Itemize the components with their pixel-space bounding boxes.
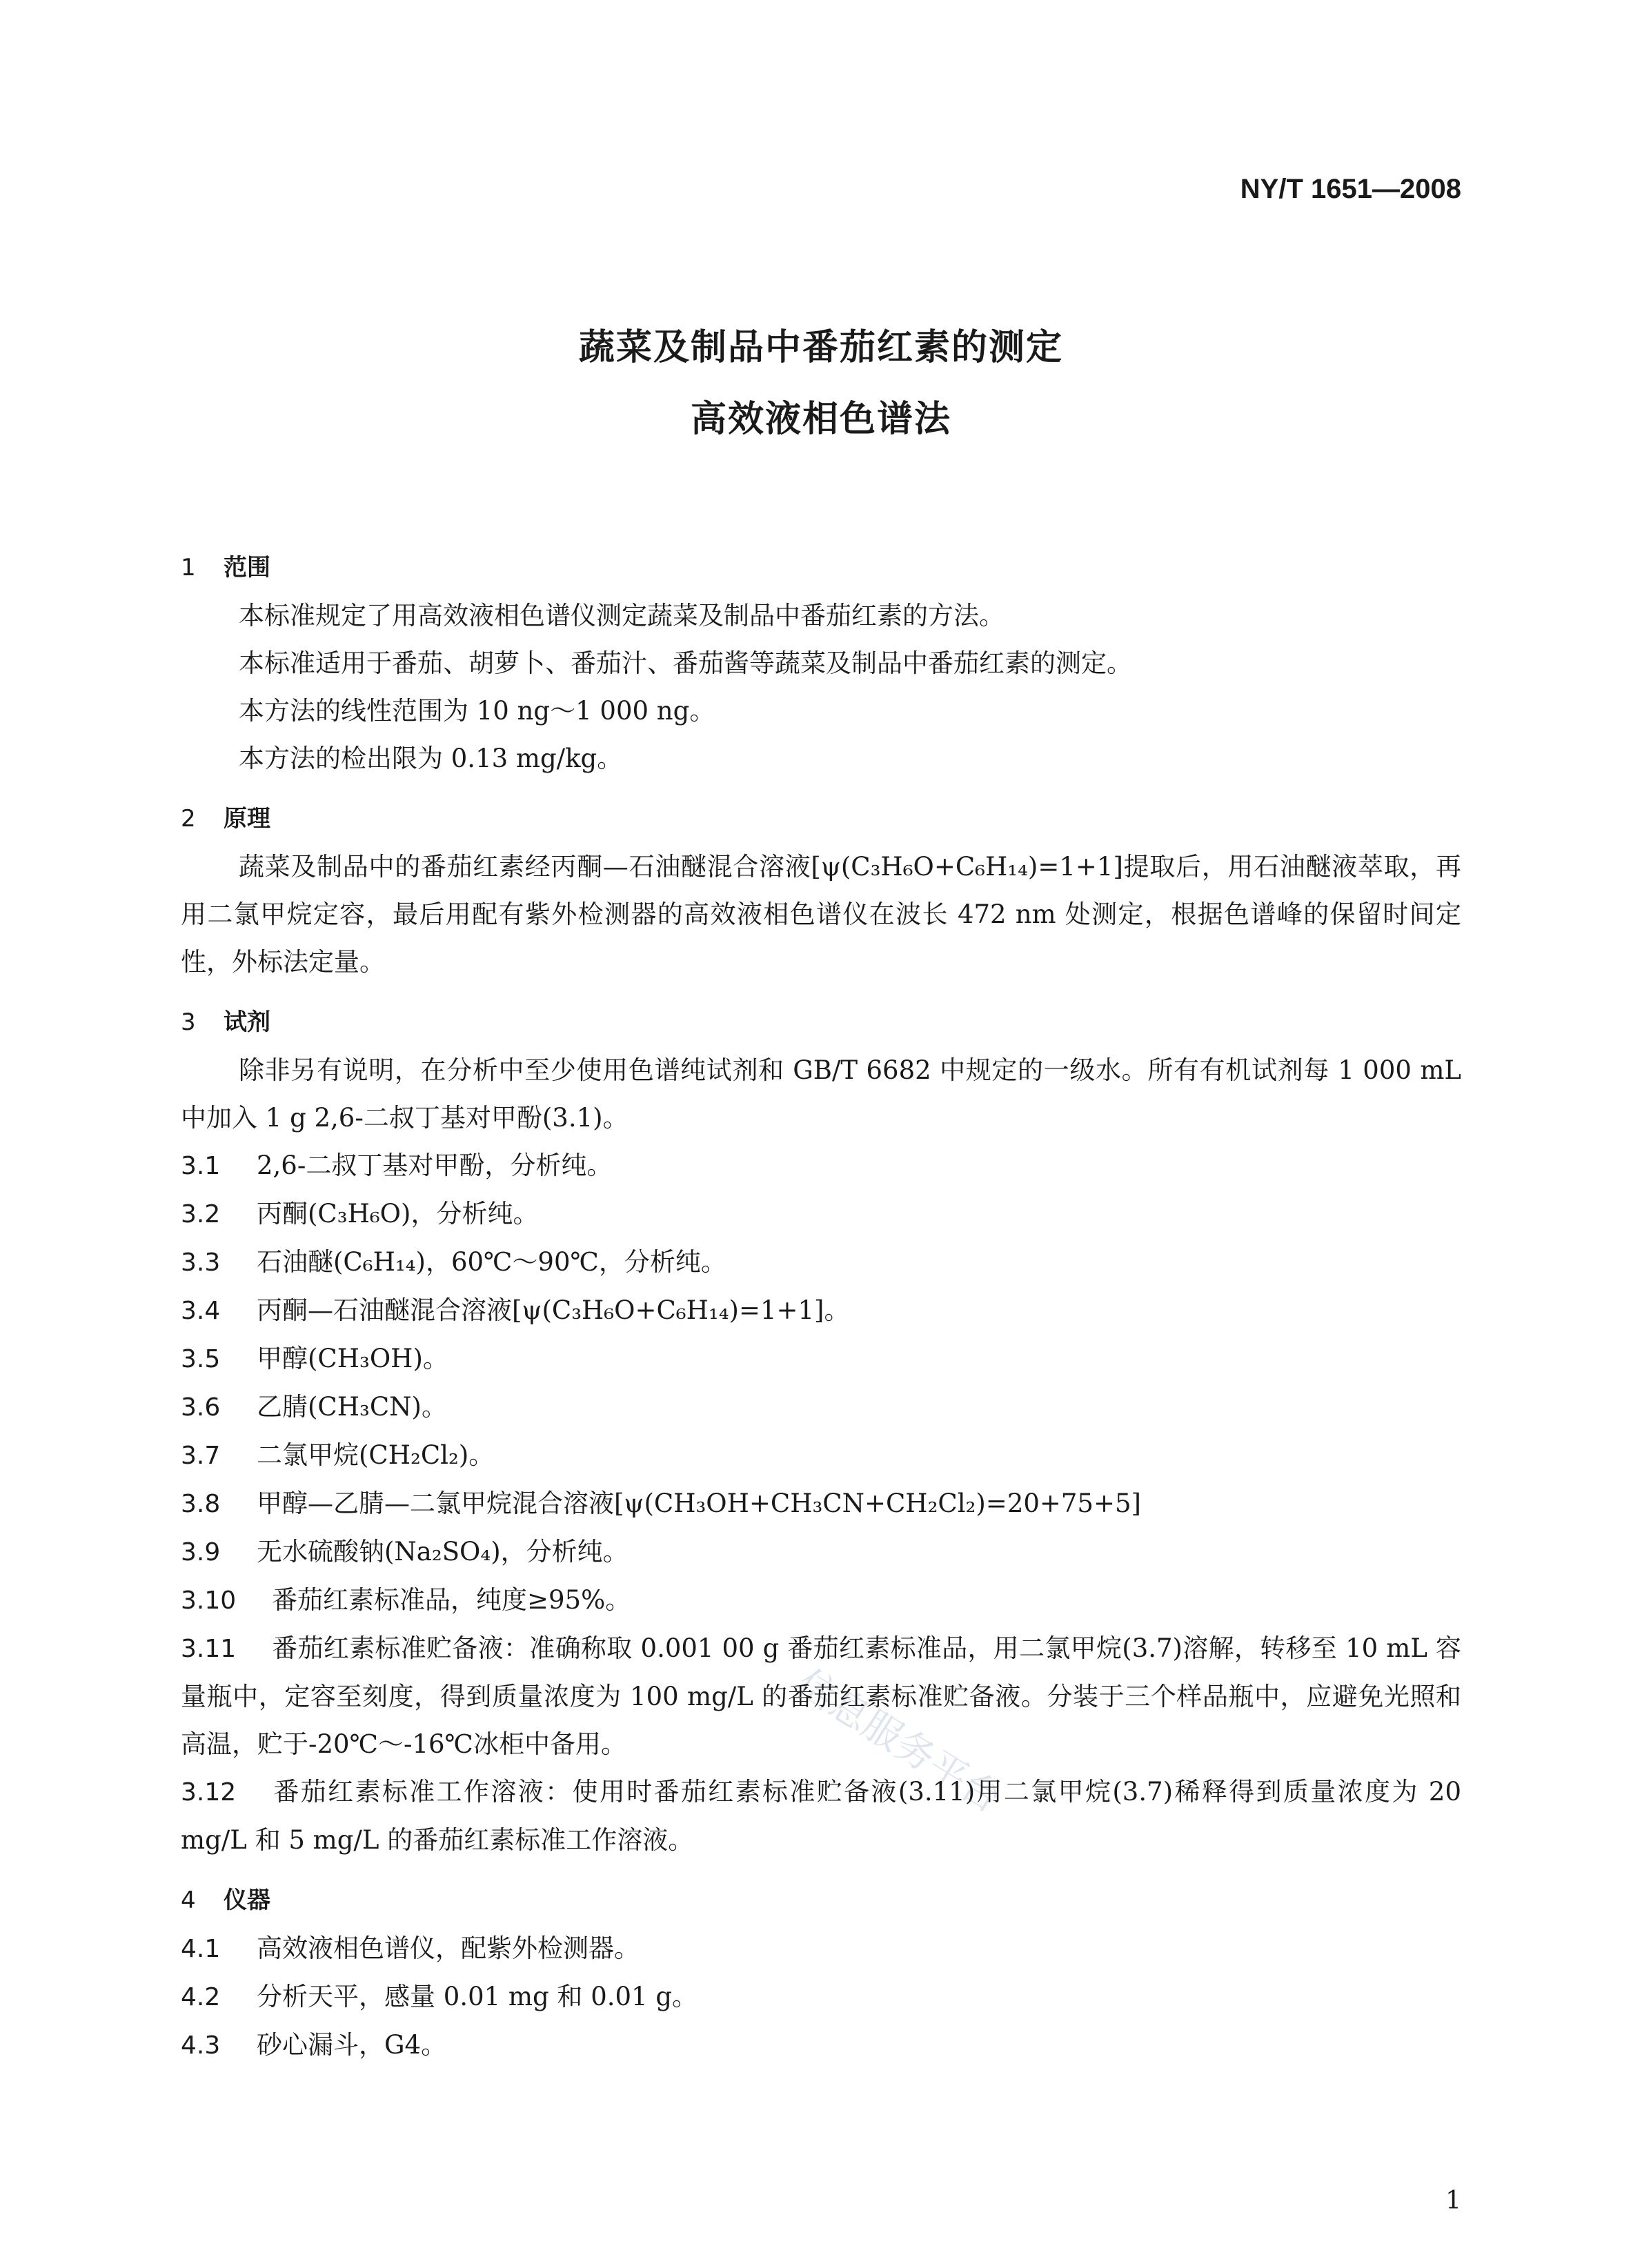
clause-number: 3.9 xyxy=(181,1538,221,1566)
clause-text: 高效液相色谱仪，配紫外检测器。 xyxy=(257,1933,640,1963)
clause-number: 3.1 xyxy=(181,1152,221,1180)
paragraph: 本方法的线性范围为 10 ng～1 000 ng。 xyxy=(239,696,715,726)
clause-item xyxy=(181,1190,1461,1238)
standard-code: NY/T 1651—2008 xyxy=(1240,174,1461,204)
section-title: 仪器 xyxy=(224,1887,270,1914)
clause-item xyxy=(181,1973,1461,2021)
clause-number: 3.2 xyxy=(181,1200,221,1228)
section-heading-principle xyxy=(181,795,1461,843)
page-number: 1 xyxy=(1445,2187,1461,2215)
paragraph: 本标准适用于番茄、胡萝卜、番茄汁、番茄酱等蔬菜及制品中番茄红素的测定。 xyxy=(239,648,1132,678)
section-title: 试剂 xyxy=(224,1008,270,1036)
clause-item xyxy=(181,1624,1461,1768)
clause-number: 3.11 xyxy=(181,1635,237,1663)
section-heading-reagents xyxy=(181,998,1461,1046)
clause-number: 3.3 xyxy=(181,1249,221,1277)
section-title: 范围 xyxy=(224,554,270,581)
clause-number: 3.6 xyxy=(181,1393,221,1422)
clause-item xyxy=(181,1576,1461,1624)
clause-number: 4.1 xyxy=(181,1935,221,1963)
clause-number: 4.2 xyxy=(181,1983,221,2011)
clause-text: 番茄红素标准贮备液：准确称取 0.001 00 g 番茄红素标准品，用二氯甲烷(3.7)溶解，转移至 10 mL 容量瓶中，定容至刻度，得到质量浓度为 100 mg/L 的番茄红素标准贮备液。分装于三个样品瓶中，应避免光照和高温，贮于-20℃～-16℃冰柜中备用。 xyxy=(181,1633,1461,1759)
clause-number: 3.8 xyxy=(181,1490,221,1518)
section-number: 1 xyxy=(181,554,196,581)
clause-text: 砂心漏斗，G4。 xyxy=(257,2030,447,2060)
title-line-1: 蔬菜及制品中番茄红素的测定 xyxy=(578,327,1063,368)
section-number: 4 xyxy=(181,1887,196,1914)
section-number: 3 xyxy=(181,1008,196,1036)
clause-number: 3.5 xyxy=(181,1345,221,1373)
clause-item xyxy=(181,1335,1461,1383)
clause-item xyxy=(181,1768,1461,1864)
clause-item xyxy=(181,1924,1461,1973)
clause-text: 番茄红素标准工作溶液：使用时番茄红素标准贮备液(3.11)用二氯甲烷(3.7)稀释得到质量浓度为 20 mg/L 和 5 mg/L 的番茄红素标准工作溶液。 xyxy=(181,1777,1461,1855)
paragraph: 除非另有说明，在分析中至少使用色谱纯试剂和 GB/T 6682 中规定的一级水。所有有机试剂每 1 000 mL中加入 1 g 2,6-二叔丁基对甲酚(3.1)。 xyxy=(181,1055,1461,1133)
clause-number: 4.3 xyxy=(181,2031,221,2060)
clause-number: 3.4 xyxy=(181,1297,221,1325)
clause-text: 甲醇(CH₃OH)。 xyxy=(257,1344,448,1373)
clause-text: 无水硫酸钠(Na₂SO₄)，分析纯。 xyxy=(257,1537,629,1566)
clause-number: 3.12 xyxy=(181,1778,237,1807)
clause-text: 石油醚(C₆H₁₄)，60℃～90℃，分析纯。 xyxy=(257,1247,726,1277)
clause-number: 3.10 xyxy=(181,1586,237,1615)
clause-text: 乙腈(CH₃CN)。 xyxy=(257,1392,447,1422)
clause-number: 3.7 xyxy=(181,1442,221,1470)
clause-item xyxy=(181,1238,1461,1286)
clause-item xyxy=(181,1383,1461,1431)
clause-item xyxy=(181,1431,1461,1480)
section-heading-apparatus xyxy=(181,1876,1461,1924)
clause-item xyxy=(181,1528,1461,1576)
document-body xyxy=(181,531,1461,2069)
title-line-2: 高效液相色谱法 xyxy=(690,399,951,440)
section-title: 原理 xyxy=(224,805,270,833)
clause-text: 番茄红素标准品，纯度≥95%。 xyxy=(272,1585,631,1615)
paragraph: 本标准规定了用高效液相色谱仪测定蔬菜及制品中番茄红素的方法。 xyxy=(239,601,1005,630)
paragraph: 蔬菜及制品中的番茄红素经丙酮—石油醚混合溶液[ψ(C₃H₆O+C₆H₁₄)=1+1]提取后，用石油醚液萃取，再用二氯甲烷定容，最后用配有紫外检测器的高效液相色谱仪在波长 472 nm 处测定，根据色谱峰的保留时间定性，外标法定量。 xyxy=(181,852,1461,977)
clause-item xyxy=(181,2021,1461,2069)
clause-text: 甲醇—乙腈—二氯甲烷混合溶液[ψ(CH₃OH+CH₃CN+CH₂Cl₂)=20+75+5] xyxy=(257,1489,1141,1518)
paragraph: 本方法的检出限为 0.13 mg/kg。 xyxy=(239,744,623,773)
section-number: 2 xyxy=(181,805,196,833)
clause-item xyxy=(181,1480,1461,1528)
clause-text: 丙酮(C₃H₆O)，分析纯。 xyxy=(257,1199,539,1228)
clause-text: 丙酮—石油醚混合溶液[ψ(C₃H₆O+C₆H₁₄)=1+1]。 xyxy=(257,1295,850,1325)
section-heading-scope xyxy=(181,544,1461,592)
clause-item xyxy=(181,1286,1461,1335)
document-title xyxy=(0,312,1642,455)
watermark: 信息服务平台 xyxy=(788,1660,1009,1822)
clause-text: 二氯甲烷(CH₂Cl₂)。 xyxy=(257,1440,495,1470)
clause-text: 2,6-二叔丁基对甲酚，分析纯。 xyxy=(257,1151,613,1180)
clause-item xyxy=(181,1142,1461,1190)
clause-text: 分析天平，感量 0.01 mg 和 0.01 g。 xyxy=(257,1982,698,2011)
